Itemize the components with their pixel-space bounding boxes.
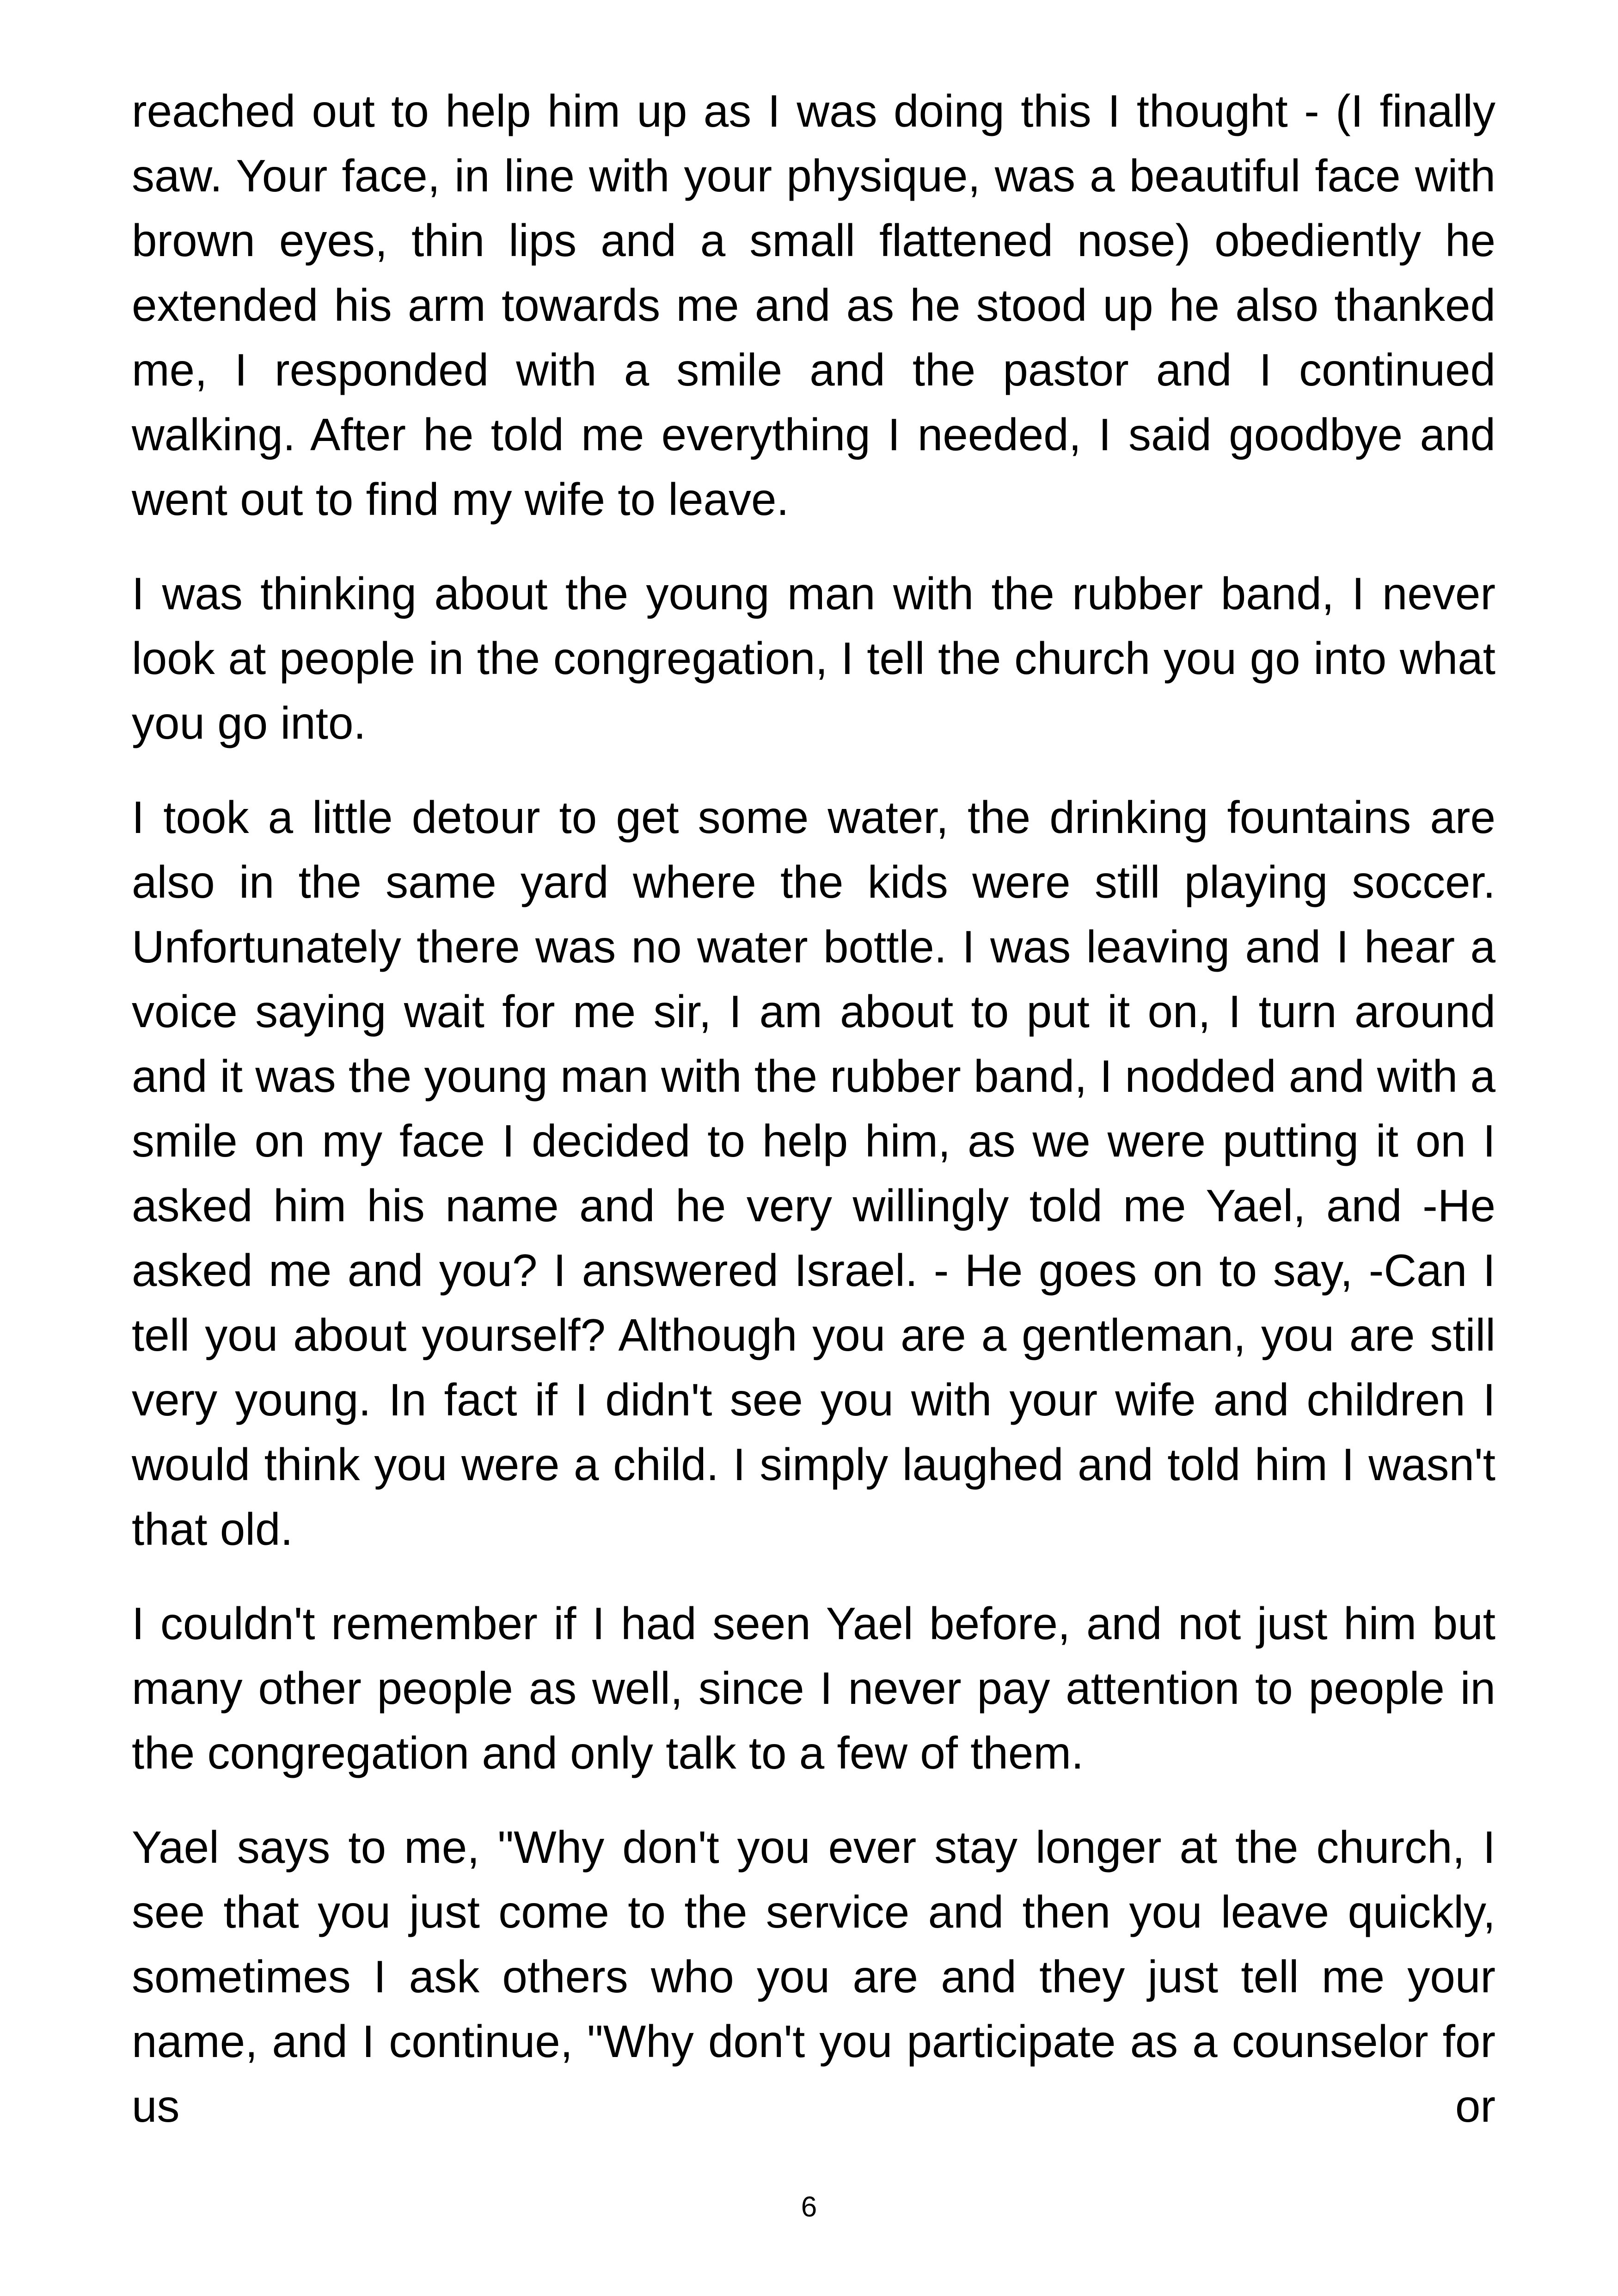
paragraph: I took a little detour to get some water, the drinking fountains are also in the same yard where the kids were still playing soccer. Unfortunately there was no water bottle. I was leaving and I hear a voice saying wait for me sir, I am about to put it on, I turn around and it was the young man with the rubber band, I nodded and with a smile on my face I decided to help him, as we were putting it on I asked him his name and he very willingly told me Yael, and -He asked me and you? I answered Israel. - He goes on to say, -Can I tell you about yourself? Although you are a gentleman, you are still very young. In fact if I didn't see you with your wife and children I would think you were a child. I simply laughed and told him I wasn't that old.: [132, 792, 1495, 1555]
paragraph: I couldn't remember if I had seen Yael before, and not just him but many other people as well, since I never pay attention to people in the congregation and only talk to a few of them.: [132, 1598, 1495, 1778]
body-text: [132, 79, 1495, 2138]
paragraph: reached out to help him up as I was doing this I thought - (I finally saw. Your face, in line with your physique, was a beautiful face with brown eyes, thin lips and a small flattened nose) obediently he extended his arm towards me and as he stood up he also thanked me, I responded with a smile and the pastor and I continued walking. After he told me everything I needed, I said goodbye and went out to find my wife to leave.: [132, 86, 1495, 525]
page-number: 6: [801, 2191, 817, 2223]
paragraph: Yael says to me, "Why don't you ever stay longer at the church, I see that you just come to the service and then you leave quickly, sometimes I ask others who you are and they just tell me your name, and I continue, "Why don't you participate as a counselor for us or: [132, 1822, 1495, 2131]
paragraph: I was thinking about the young man with the rubber band, I never look at people in the congregation, I tell the church you go into what you go into.: [132, 568, 1495, 748]
